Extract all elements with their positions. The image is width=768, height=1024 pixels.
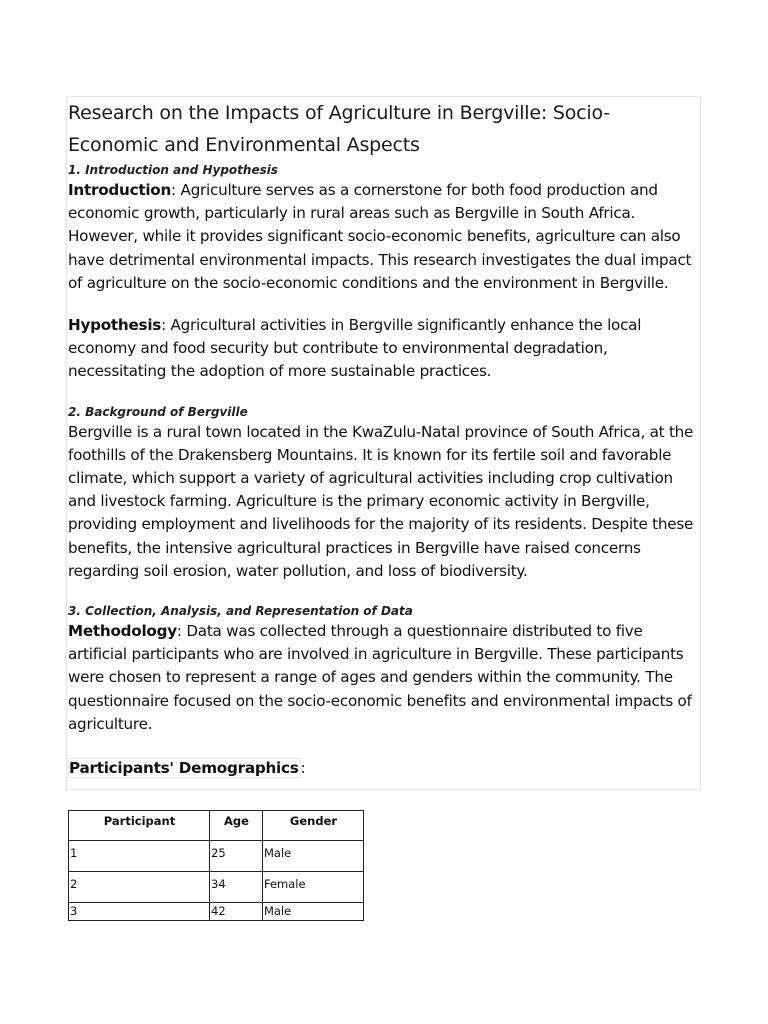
cell-gender: Male: [263, 903, 364, 921]
demographics-suffix: :: [300, 759, 306, 778]
header-participant: Participant: [69, 811, 210, 841]
demographics-table: [68, 810, 364, 921]
hypothesis-label: Hypothesis: [68, 316, 162, 335]
cell-age: 42: [210, 903, 263, 921]
header-gender: Gender: [263, 811, 364, 841]
table-header-row: [69, 811, 364, 841]
cell-participant: 2: [69, 872, 210, 903]
cell-participant: 1: [69, 841, 210, 872]
demographics-heading: [68, 757, 700, 780]
section-heading-background: 2. Background of Bergville: [68, 404, 248, 419]
table-row: [69, 903, 364, 921]
introduction-text: : Agriculture serves as a cornerstone for both food production and economic growth, particularly in rural areas such as Bergville in South Africa. However, while it provides significant socio-economic benefits, agriculture can also have detrimental environmental impacts. This research investigates the dual impact of agriculture on the socio-economic conditions and the environment in Bergville.: [68, 181, 692, 292]
background-paragraph: Bergville is a rural town located in the KwaZulu-Natal province of South Africa, at the foothills of the Drakensberg Mountains. It is known for its fertile soil and favorable climate, which support a variety of agricultural activities including crop cultivation and livestock farming. Agriculture is the primary economic activity in Bergville, providing employment and livelihoods for the majority of its residents. Despite these benefits, the intensive agricultural practices in Bergville have raised concerns regarding soil erosion, water pollution, and loss of biodiversity.: [68, 422, 694, 580]
methodology-paragraph: [68, 620, 700, 736]
cell-gender: Male: [263, 841, 364, 872]
hypothesis-text: : Agricultural activities in Bergville significantly enhance the local economy and food security but contribute to environmental degradation, necessitating the adoption of more sustainable practices.: [68, 316, 642, 381]
cell-gender: Female: [263, 872, 364, 903]
methodology-label: Methodology: [68, 622, 177, 641]
table-row: [69, 872, 364, 903]
cell-participant: 3: [69, 903, 210, 921]
section-heading-data-collection: 3. Collection, Analysis, and Representation of Data: [68, 604, 413, 619]
introduction-paragraph: [68, 179, 700, 295]
introduction-label: Introduction: [68, 181, 172, 199]
document-title: Research on the Impacts of Agriculture in Bergville: Socio-Economic and Environmental Aspects: [68, 102, 610, 156]
hypothesis-paragraph: [68, 314, 700, 384]
cell-age: 34: [210, 872, 263, 903]
cell-age: 25: [210, 841, 263, 872]
document-body: [68, 97, 700, 780]
header-age: Age: [210, 811, 263, 841]
table-row: [69, 841, 364, 872]
section-heading-introduction: 1. Introduction and Hypothesis: [68, 163, 278, 177]
methodology-text: : Data was collected through a questionnaire distributed to five artificial participants who are involved in agriculture in Bergville. These participants were chosen to represent a range of ages and genders within the community. The questionnaire focused on the socio-economic benefits and environmental impacts of agriculture.: [68, 622, 692, 733]
demographics-label: Participants' Demographics: [69, 759, 299, 778]
